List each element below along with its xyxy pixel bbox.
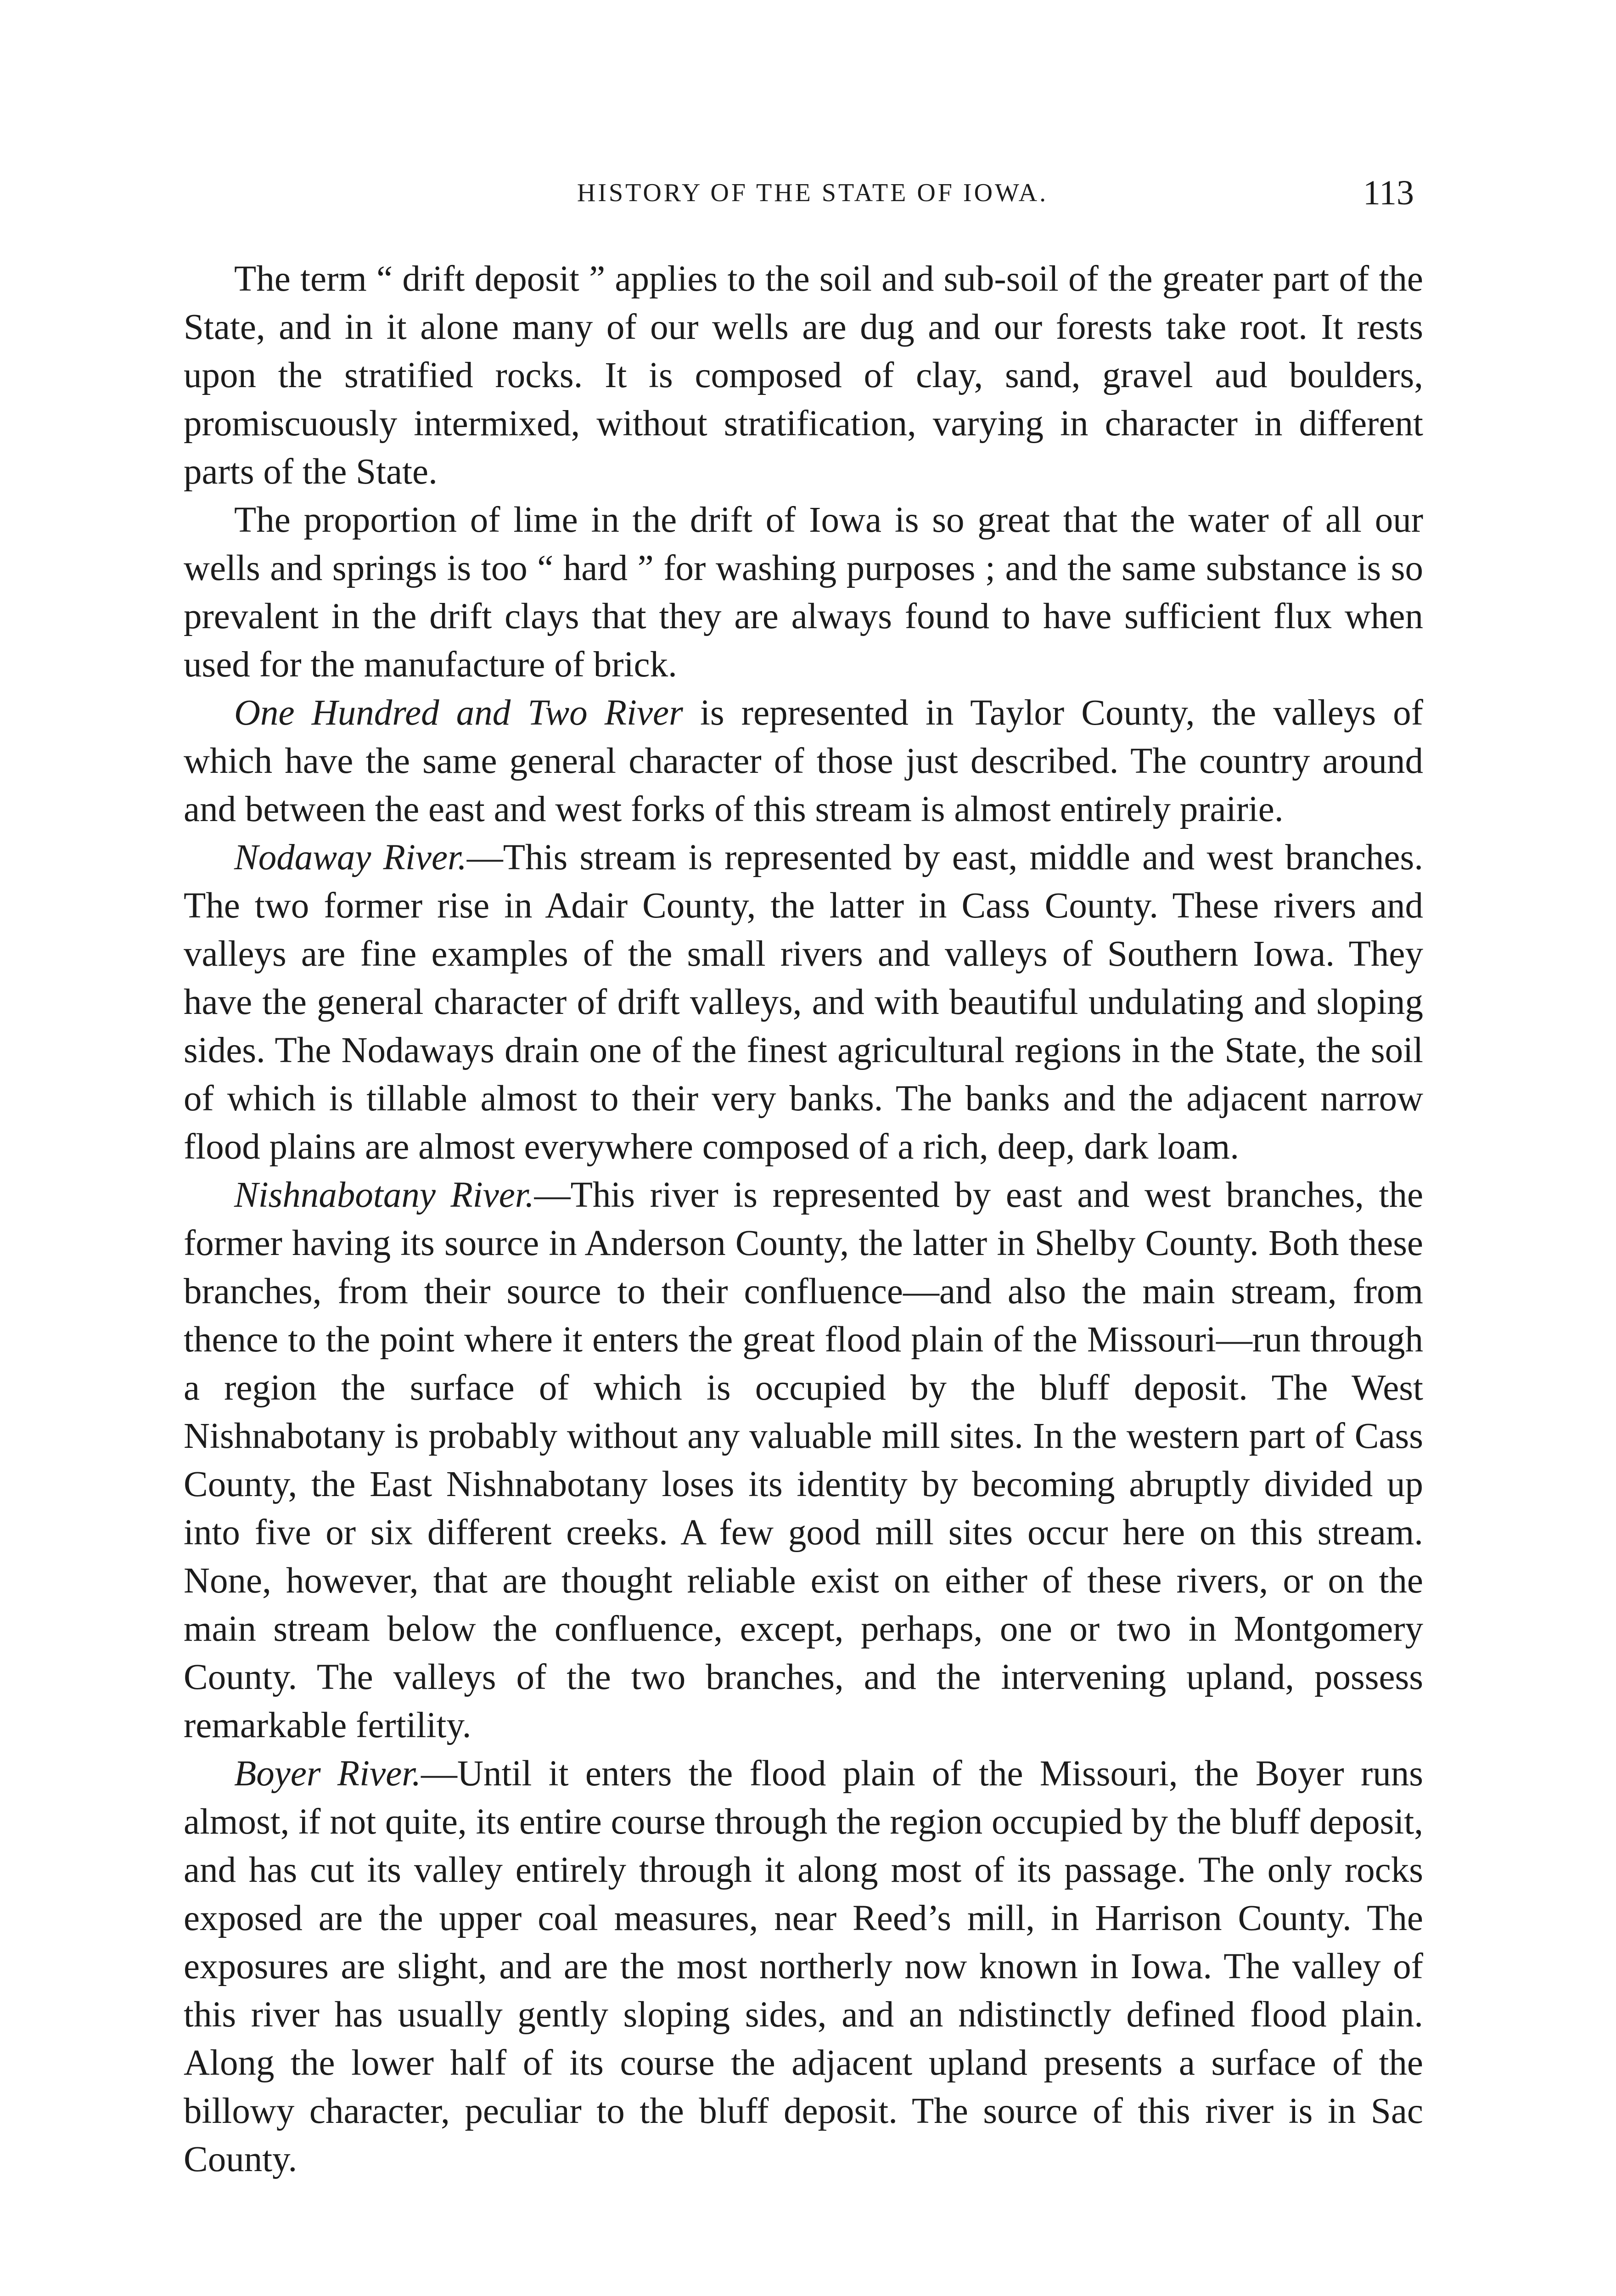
paragraph-boyer-river — [184, 1750, 1423, 2183]
paragraph-nishnabotany-river — [184, 1171, 1423, 1750]
paragraph-text: is represented in Taylor County, the valleys of which have the same general character of those just described. The country around and between the east and west forks of this stream is almost entirely prairie. — [184, 693, 1423, 829]
page-number: 113 — [1363, 174, 1414, 212]
paragraph-lead: Nodaway River. — [234, 838, 467, 878]
paragraph-one-hundred-and-two-river — [184, 689, 1423, 833]
paragraph-lead: One Hundred and Two River — [234, 693, 683, 733]
body-text — [184, 255, 1423, 2183]
paragraph-nodaway-river — [184, 833, 1423, 1171]
paragraph-lead: Nishnabotany River. — [234, 1175, 534, 1215]
paragraph-text: —This stream is represented by east, middle and west branches. The two former rise in Adair County, the latter in Cass County. These rivers and valleys are fine examples of the small rivers and valleys of Southern Iowa. They have the general character of drift valleys, and with beautiful undulating and sloping sides. The Nodaways drain one of the finest agricultural regions in the State, the soil of which is tillable almost to their very banks. The banks and the adjacent narrow flood plains are almost everywhere composed of a rich, deep, dark loam. — [184, 838, 1423, 1167]
paragraph-lime-proportion — [184, 496, 1423, 689]
page-header — [193, 170, 1432, 216]
paragraph-text: The term “ drift deposit ” applies to the soil and sub-soil of the greater part of the State, and in it alone many of our wells are dug and our forests take root. It rests upon the stratified rocks. It is composed of clay, sand, gravel aud boulders, promiscuously intermixed, without stratification, varying in character in different parts of the State. — [184, 259, 1423, 492]
paragraph-text: —This river is represented by east and west branches, the former having its source in Anderson County, the latter in Shelby County. Both these branches, from their source to their confluence—and also the main stream, from thence to the point where it enters the great flood plain of the Missouri—run through a region the surface of which is occupied by the bluff deposit. The West Nishnabotany is probably without any valuable mill sites. In the western part of Cass County, the East Nishnabotany loses its identity by becoming abruptly divided up into five or six different creeks. A few good mill sites occur here on this stream. None, however, that are thought reliable exist on either of these rivers, or on the main stream below the confluence, except, perhaps, one or two in Montgomery County. The valleys of the two branches, and the intervening upland, possess remarkable fertility. — [184, 1175, 1424, 1745]
paragraph-lead: Boyer River. — [234, 1754, 421, 1794]
paragraph-drift-deposit — [184, 255, 1423, 496]
paragraph-text: The proportion of lime in the drift of Iowa is so great that the water of all our wells and springs is too “ hard ” for washing purposes ; and the same substance is so prevalent in the drift clays that they are always found to have sufficient flux when used for the manufacture of brick. — [184, 500, 1423, 685]
paragraph-text: —Until it enters the flood plain of the Missouri, the Boyer runs almost, if not quite, its entire course through the region occupied by the bluff deposit, and has cut its valley entirely through it along most of its passage. The only rocks exposed are the upper coal measures, near Reed’s mill, in Harrison County. The exposures are slight, and are the most northerly now known in Iowa. The valley of this river has usually gently sloping sides, and an ndistinctly defined flood plain. Along the lower half of its course the adjacent upland presents a surface of the billowy character, peculiar to the bluff deposit. The source of this river is in Sac County. — [184, 1754, 1423, 2179]
running-title: HISTORY OF THE STATE OF IOWA. — [577, 179, 1049, 207]
